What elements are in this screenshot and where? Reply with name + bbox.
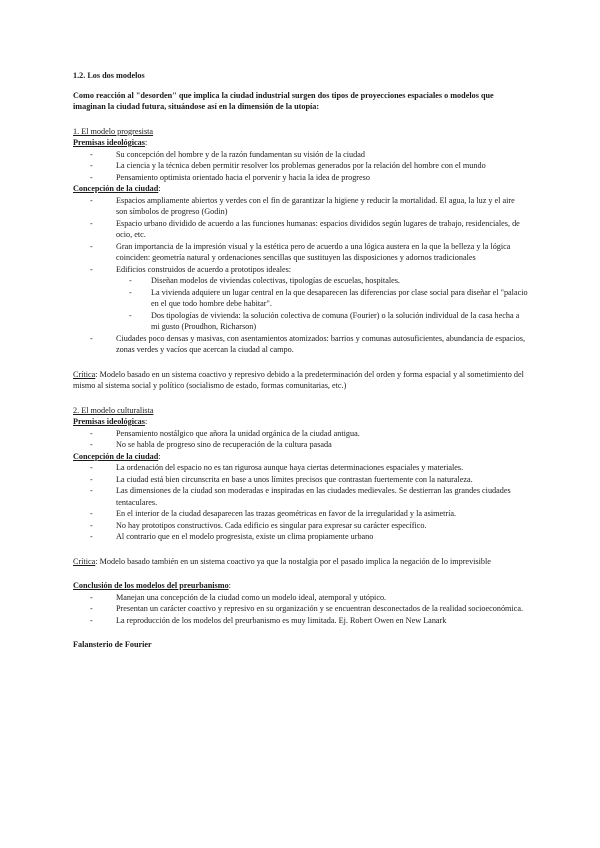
culturalista-title: 2. El modelo culturalista bbox=[73, 405, 154, 415]
falansterio-heading: Falansterio de Fourier bbox=[73, 640, 152, 649]
list-item: - Manejan una concepción de la ciudad como un modelo ideal, atemporal y utópico. bbox=[73, 592, 528, 604]
list-item: - Pensamiento optimista orientado hacia el porvenir y hacia la idea de progreso bbox=[73, 172, 528, 184]
list-item: - Las dimensiones de la ciudad son moderadas e inspiradas en las ciudades medievales. Se destierran las grandes ciudades tentaculares. bbox=[73, 485, 528, 508]
list-item: - Ciudades poco densas y masivas, con asentamientos atomizados: barrios y comunas autosuficientes, abundancia de espacios, zonas verdes y vacíos que acercan la ciudad al campo. bbox=[73, 333, 528, 356]
progresista-premisas-list bbox=[73, 149, 528, 184]
list-item: - La ciencia y la técnica deben permitir resolver los problemas generados por la relación del hombre con el mundo bbox=[73, 160, 528, 172]
list-item: - Presentan un carácter coactivo y represivo en su organización y se encuentran desconectados de la realidad socioeconómica. bbox=[73, 603, 528, 615]
list-item: - La reproducción de los modelos del preurbanismo es muy limitada. Ej. Robert Owen en New Lanark bbox=[73, 615, 528, 627]
conclusion-heading: Conclusión de los modelos del preurbanismo: bbox=[73, 581, 231, 590]
section-title: 1.2. Los dos modelos bbox=[73, 71, 145, 80]
document-page bbox=[73, 70, 528, 651]
list-item: - No se habla de progreso sino de recuperación de la cultura pasada bbox=[73, 439, 528, 451]
progresista-concepcion-list bbox=[73, 195, 528, 356]
list-item: - Espacios ampliamente abiertos y verdes con el fin de garantizar la higiene y reducir la mortalidad. El agua, la luz y el aire son símbolos de progreso (Godin) bbox=[73, 195, 528, 218]
list-item: - En el interior de la ciudad desaparecen las trazas geométricas en favor de la irregularidad y la asimetría. bbox=[73, 508, 528, 520]
sub-list-item: - Diseñan modelos de viviendas colectivas, tipologías de escuelas, hospitales. bbox=[73, 275, 528, 287]
progresista-critica: Crítica: Modelo basado en un sistema coactivo y represivo debido a la predeterminación del orden y forma espacial y al sometimiento del mismo al sistema social y político (socialismo de estado, formas comunitarias, etc.) bbox=[73, 369, 524, 390]
list-item: - No hay prototipos constructivos. Cada edificio es singular para expresar su carácter específico. bbox=[73, 520, 528, 532]
culturalista-concepcion-list bbox=[73, 462, 528, 543]
list-item: - Espacio urbano dividido de acuerdo a las funciones humanas: espacios divididos según lugares de trabajo, residenciales, de ocio, etc. bbox=[73, 218, 528, 241]
list-item: - La ordenación del espacio no es tan rigurosa aunque haya ciertas determinaciones espaciales y materiales. bbox=[73, 462, 528, 474]
list-item: - Su concepción del hombre y de la razón fundamentan su visión de la ciudad bbox=[73, 149, 528, 161]
list-item: - La ciudad está bien circunscrita en base a unos límites precisos que contrastan fuertemente con la naturaleza. bbox=[73, 474, 528, 486]
list-item: - Al contrario que en el modelo progresista, existe un clima propiamente urbano bbox=[73, 531, 528, 543]
progresista-premisas-heading: Premisas ideológicas: bbox=[73, 138, 148, 147]
culturalista-premisas-heading: Premisas ideológicas: bbox=[73, 417, 148, 426]
culturalista-concepcion-heading: Concepción de la ciudad: bbox=[73, 451, 161, 461]
list-item: - Pensamiento nostálgico que añora la unidad orgánica de la ciudad antigua. bbox=[73, 428, 528, 440]
conclusion-list bbox=[73, 592, 528, 627]
culturalista-critica: Crítica: Modelo basado también en un sistema coactivo ya que la nostalgia por el pasado implica la negación de lo imprevisible bbox=[73, 556, 491, 566]
list-item: - Edificios construidos de acuerdo a prototipos ideales: bbox=[73, 264, 528, 276]
progresista-title: 1. El modelo progresista bbox=[73, 126, 154, 136]
culturalista-premisas-list bbox=[73, 428, 528, 451]
sub-list-item: - La vivienda adquiere un lugar central en la que desaparecen las diferencias por clase social para diseñar el "palacio en el que todo hombre debe habitar". bbox=[73, 287, 528, 310]
progresista-concepcion-heading: Concepción de la ciudad: bbox=[73, 184, 161, 193]
intro-paragraph: Como reacción al "desorden" que implica la ciudad industrial surgen dos tipos de proyecciones espaciales o modelos que imaginan la ciudad futura, situándose así en la dimensión de la utopía: bbox=[73, 90, 494, 111]
list-item: - Gran importancia de la impresión visual y la estética pero de acuerdo a una lógica austera en la que la belleza y la lógica coinciden: geometría natural y ordenaciones sencillas que sustituyen las disposiciones y adornos tradicionales bbox=[73, 241, 528, 264]
sub-list-item: - Dos tipologías de vivienda: la solución colectiva de comuna (Fourier) o la solución individual de la casa hecha a mi gusto (Proudhon, Richarson) bbox=[73, 310, 528, 333]
